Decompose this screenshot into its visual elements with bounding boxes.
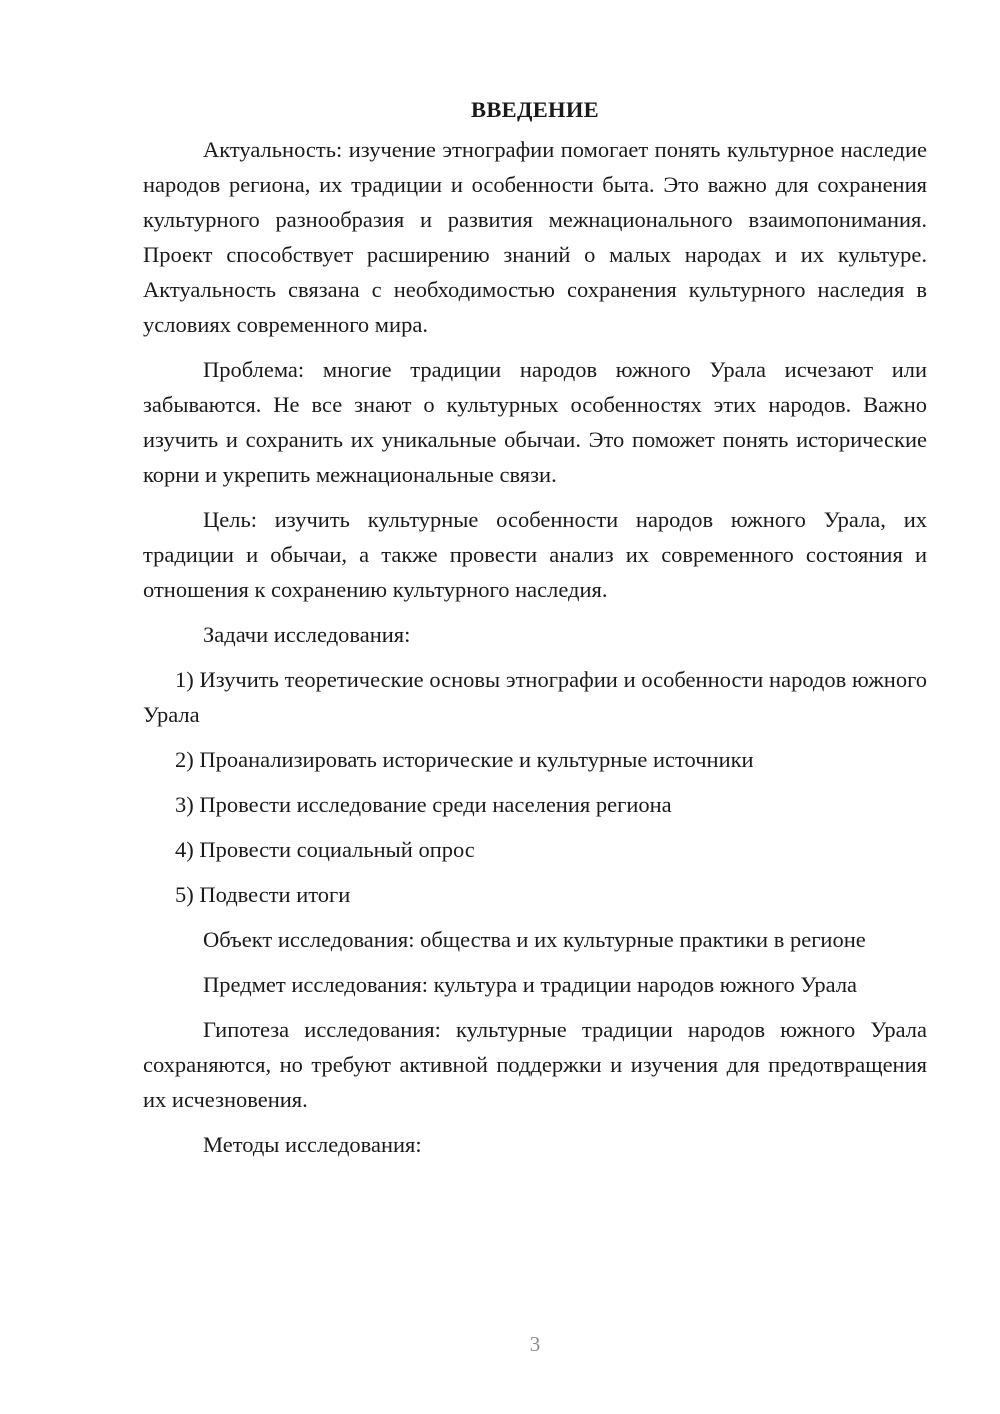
methods-title: Методы исследования: bbox=[203, 1132, 422, 1157]
subject-paragraph: Предмет исследования: культура и традиции народов южного Урала bbox=[203, 972, 858, 997]
hypothesis-paragraph: Гипотеза исследования: культурные традиции народов южного Урала сохраняются, но требуют активной поддержки и изучения для предотвращения их исчезновения. bbox=[143, 1017, 927, 1112]
task-item-1: 1) Изучить теоретические основы этнографии и особенности народов южного Урала bbox=[143, 667, 927, 727]
section-heading: ВВЕДЕНИЕ bbox=[471, 97, 599, 122]
task-item-2: 2) Проанализировать исторические и культурные источники bbox=[175, 747, 754, 772]
relevance-paragraph: Актуальность: изучение этнографии помогает понять культурное наследие народов региона, их традиции и особенности быта. Это важно для сохранения культурного разнообразия и развития межнационального взаимопонимания. Проект способствует расширению знаний о малых народах и их культуре. Актуальность связана с необходимостью сохранения культурного наследия в условиях современного мира. bbox=[143, 137, 927, 337]
document-page bbox=[143, 92, 927, 1172]
tasks-title: Задачи исследования: bbox=[203, 622, 411, 647]
object-paragraph: Объект исследования: общества и их культурные практики в регионе bbox=[203, 927, 866, 952]
task-item-4: 4) Провести социальный опрос bbox=[175, 837, 475, 862]
goal-paragraph: Цель: изучить культурные особенности народов южного Урала, их традиции и обычаи, а также провести анализ их современного состояния и отношения к сохранению культурного наследия. bbox=[143, 507, 927, 602]
task-item-3: 3) Провести исследование среди населения региона bbox=[175, 792, 672, 817]
task-item-5: 5) Подвести итоги bbox=[175, 882, 351, 907]
page-number: 3 bbox=[529, 1332, 541, 1356]
problem-paragraph: Проблема: многие традиции народов южного Урала исчезают или забываются. Не все знают о культурных особенностях этих народов. Важно изучить и сохранить их уникальные обычаи. Это поможет понять исторические корни и укрепить межнациональные связи. bbox=[143, 357, 927, 487]
